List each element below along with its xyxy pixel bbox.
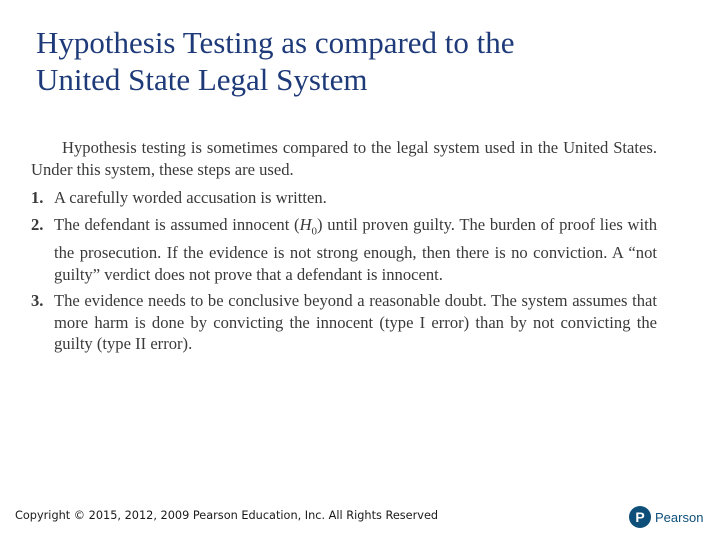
step-text bbox=[54, 214, 657, 286]
step-text: A carefully worded accusation is written. bbox=[54, 188, 327, 207]
slide-title bbox=[36, 24, 696, 98]
pearson-logo bbox=[629, 506, 703, 528]
step-number: 3. bbox=[31, 291, 44, 311]
list-item bbox=[31, 187, 657, 209]
slide-title-line-2: United State Legal System bbox=[36, 62, 368, 97]
pearson-wordmark: Pearson bbox=[655, 509, 704, 525]
null-hypothesis-symbol bbox=[299, 214, 318, 237]
step-number: 2. bbox=[31, 214, 44, 234]
step-number: 1. bbox=[31, 188, 44, 207]
list-item bbox=[31, 290, 657, 355]
symbol-letter: H bbox=[299, 214, 312, 234]
copyright-notice: Copyright © 2015, 2012, 2009 Pearson Education, Inc. All Rights Reserved bbox=[15, 509, 439, 522]
symbol-subscript: 0 bbox=[311, 224, 318, 237]
steps-list bbox=[31, 187, 657, 355]
pearson-logo-icon: P bbox=[629, 506, 651, 528]
slide-title-line-1: Hypothesis Testing as compared to the bbox=[36, 25, 515, 60]
intro-paragraph: Hypothesis testing is sometimes compared to the legal system used in the United States. Under this system, these steps are used. bbox=[31, 138, 657, 179]
list-item bbox=[31, 214, 657, 286]
step-text-after: ) until proven guilty. The burden of proof lies with the prosecution. If the evidence is not strong enough, then there is no conviction. A “not guilty” verdict does not prove that a defendant is innocent. bbox=[54, 214, 657, 284]
slide-body bbox=[31, 137, 657, 360]
step-text: The evidence needs to be conclusive beyond a reasonable doubt. The system assumes that more harm is done by convicting the innocent (type I error) than by not convicting the guilty (type II error). bbox=[54, 291, 657, 354]
step-text-before: The defendant is assumed innocent ( bbox=[54, 214, 300, 234]
